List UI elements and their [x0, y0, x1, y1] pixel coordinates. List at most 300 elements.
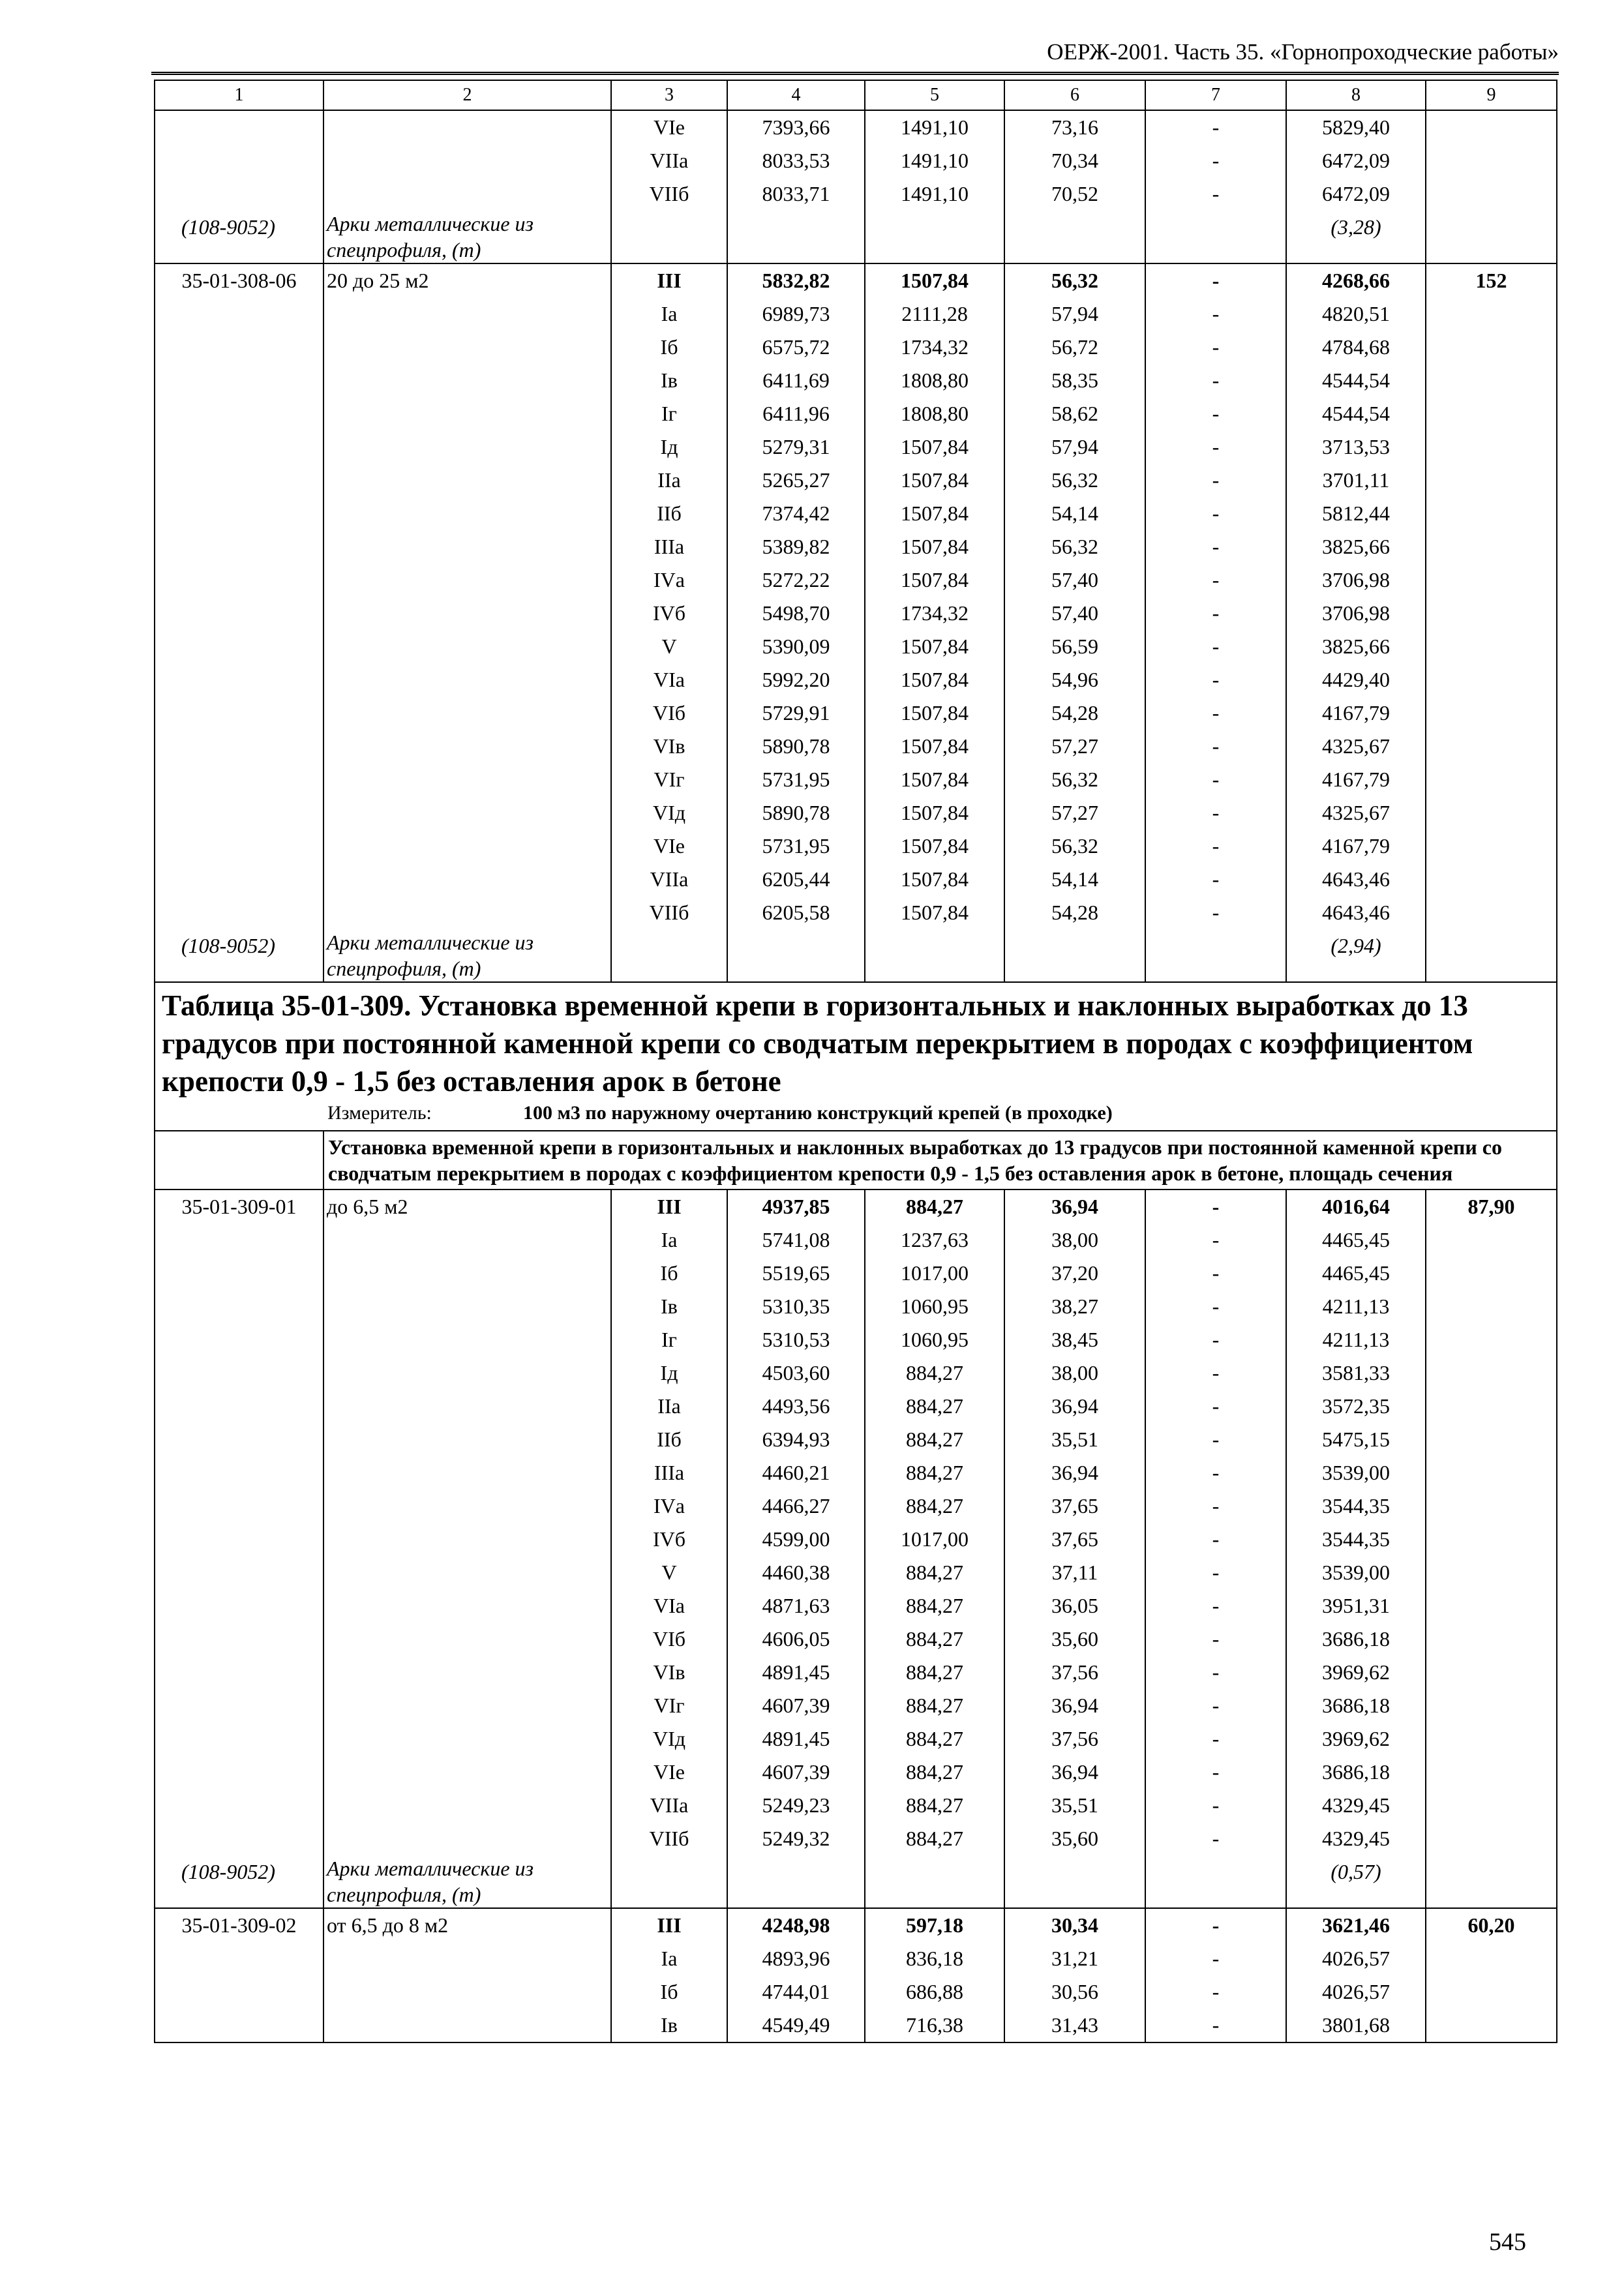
table-row: [155, 1489, 1557, 1523]
value-cell: -: [1145, 1975, 1286, 2009]
value-cell: 73,16: [1004, 110, 1145, 144]
subheading-row: [155, 1131, 1557, 1189]
zone-code: VIг: [611, 1689, 727, 1722]
value-cell: 1491,10: [865, 110, 1004, 144]
value-cell: 31,43: [1004, 2009, 1145, 2042]
value-cell: 884,27: [865, 1789, 1004, 1822]
rate-code: [155, 763, 323, 796]
value-cell: 4544,54: [1286, 364, 1426, 397]
rate-code: 35-01-309-02: [155, 1908, 323, 1942]
value-cell: 37,56: [1004, 1722, 1145, 1756]
value-cell: 4329,45: [1286, 1822, 1426, 1855]
running-header: ОЕРЖ-2001. Часть 35. «Горнопроходческие работы»: [1047, 39, 1559, 65]
rate-code: [155, 1722, 323, 1756]
value-cell: 54,14: [1004, 863, 1145, 896]
rate-name: [323, 497, 611, 530]
zone-code: Iб: [611, 1975, 727, 2009]
col9-value: [1426, 1356, 1557, 1390]
value-cell: 4643,46: [1286, 863, 1426, 896]
zone-code: IIIа: [611, 530, 727, 563]
value-cell: 1507,84: [865, 663, 1004, 696]
col9-value: [1426, 597, 1557, 630]
table-row: [155, 297, 1557, 331]
value-cell: -: [1145, 397, 1286, 430]
zone-code: III: [611, 1189, 727, 1223]
value-cell: 37,56: [1004, 1656, 1145, 1689]
table-row: [155, 331, 1557, 364]
value-cell: 4891,45: [727, 1656, 865, 1689]
value-cell: 3706,98: [1286, 563, 1426, 597]
rate-code: [155, 1523, 323, 1556]
value-cell: 884,27: [865, 1722, 1004, 1756]
col9-value: [1426, 630, 1557, 663]
value-cell: 884,27: [865, 1756, 1004, 1789]
col9-value: [1426, 1390, 1557, 1423]
zone-code: VIIб: [611, 896, 727, 929]
value-cell: 35,51: [1004, 1423, 1145, 1456]
table-row: [155, 796, 1557, 830]
value-cell: 4549,49: [727, 2009, 865, 2042]
value-cell: 4211,13: [1286, 1323, 1426, 1356]
value-cell: 1734,32: [865, 331, 1004, 364]
value-cell: 4460,38: [727, 1556, 865, 1589]
value-cell: 4167,79: [1286, 763, 1426, 796]
value-cell: 1507,84: [865, 464, 1004, 497]
value-cell: 57,94: [1004, 430, 1145, 464]
value-cell: 6205,44: [727, 863, 865, 896]
col9-value: [1426, 1489, 1557, 1523]
table-row: [155, 1523, 1557, 1556]
zone-code: IVб: [611, 597, 727, 630]
table-row: [155, 1456, 1557, 1489]
value-cell: -: [1145, 663, 1286, 696]
zone-code: Iд: [611, 1356, 727, 1390]
rate-code: [155, 630, 323, 663]
value-cell: -: [1145, 1722, 1286, 1756]
value-cell: 4167,79: [1286, 696, 1426, 730]
zone-code: Iд: [611, 430, 727, 464]
value-cell: 3825,66: [1286, 630, 1426, 663]
value-cell: 6989,73: [727, 297, 865, 331]
value-cell: 7393,66: [727, 110, 865, 144]
table-row: [155, 696, 1557, 730]
value-cell: 884,27: [865, 1356, 1004, 1390]
value-cell: 57,27: [1004, 730, 1145, 763]
rate-name: [323, 1975, 611, 2009]
value-cell: 597,18: [865, 1908, 1004, 1942]
value-cell: 836,18: [865, 1942, 1004, 1975]
empty-cell: [1145, 929, 1286, 982]
column-number: 2: [323, 80, 611, 110]
value-cell: 4026,57: [1286, 1975, 1426, 2009]
page-number: 545: [1489, 2228, 1526, 2256]
value-cell: 4744,01: [727, 1975, 865, 2009]
value-cell: 3686,18: [1286, 1756, 1426, 1789]
value-cell: 884,27: [865, 1189, 1004, 1223]
rate-name: [323, 1456, 611, 1489]
value-cell: 31,21: [1004, 1942, 1145, 1975]
value-cell: -: [1145, 1756, 1286, 1789]
zone-code: VIа: [611, 663, 727, 696]
rate-code: [155, 1556, 323, 1589]
value-cell: 5390,09: [727, 630, 865, 663]
value-cell: 5890,78: [727, 796, 865, 830]
table-row: [155, 1975, 1557, 2009]
col9-value: [1426, 1323, 1557, 1356]
rate-code: [155, 1489, 323, 1523]
value-cell: -: [1145, 1656, 1286, 1689]
value-cell: 1507,84: [865, 563, 1004, 597]
value-cell: 58,62: [1004, 397, 1145, 430]
col9-value: [1426, 430, 1557, 464]
rate-code: [155, 1356, 323, 1390]
value-cell: 884,27: [865, 1623, 1004, 1656]
value-cell: 4211,13: [1286, 1290, 1426, 1323]
rate-name: [323, 1589, 611, 1623]
col9-value: [1426, 863, 1557, 896]
table-row: [155, 2009, 1557, 2042]
zone-code: Iв: [611, 364, 727, 397]
rate-code: [155, 1689, 323, 1722]
value-cell: 5272,22: [727, 563, 865, 597]
value-cell: 686,88: [865, 1975, 1004, 2009]
value-cell: 36,94: [1004, 1689, 1145, 1722]
value-cell: 1808,80: [865, 397, 1004, 430]
value-cell: 5992,20: [727, 663, 865, 696]
table-row: [155, 597, 1557, 630]
empty-cell: [727, 929, 865, 982]
rate-name: [323, 896, 611, 929]
value-cell: 1507,84: [865, 530, 1004, 563]
empty-cell: [611, 929, 727, 982]
measure-cell: [155, 1100, 1557, 1131]
value-cell: -: [1145, 1789, 1286, 1822]
rate-code: [155, 1942, 323, 1975]
empty-cell: [611, 1855, 727, 1908]
value-cell: 4599,00: [727, 1523, 865, 1556]
col9-value: [1426, 1257, 1557, 1290]
value-cell: 884,27: [865, 1423, 1004, 1456]
value-cell: -: [1145, 863, 1286, 896]
table-row: [155, 1942, 1557, 1975]
table-row: [155, 110, 1557, 144]
rate-code: [155, 1223, 323, 1257]
zone-code: Iб: [611, 1257, 727, 1290]
value-cell: 1507,84: [865, 630, 1004, 663]
table-row: [155, 1689, 1557, 1722]
value-cell: -: [1145, 597, 1286, 630]
material-code: (108-9052): [155, 211, 323, 263]
value-cell: 5812,44: [1286, 497, 1426, 530]
value-cell: 5310,53: [727, 1323, 865, 1356]
value-cell: 70,52: [1004, 177, 1145, 211]
value-cell: 4465,45: [1286, 1223, 1426, 1257]
empty-cell: [1145, 211, 1286, 263]
value-cell: -: [1145, 1942, 1286, 1975]
zone-code: IIIа: [611, 1456, 727, 1489]
rate-code: [155, 696, 323, 730]
rate-code: 35-01-308-06: [155, 263, 323, 297]
value-cell: 1237,63: [865, 1223, 1004, 1257]
rate-code: [155, 830, 323, 863]
empty-cell: [1426, 1855, 1557, 1908]
zone-code: Iг: [611, 397, 727, 430]
value-cell: 56,32: [1004, 830, 1145, 863]
value-cell: 5741,08: [727, 1223, 865, 1257]
rate-name: [323, 1223, 611, 1257]
rate-code: [155, 1789, 323, 1822]
col9-value: 60,20: [1426, 1908, 1557, 1942]
rates-table-container: [154, 80, 1557, 2043]
empty-cell: [1426, 211, 1557, 263]
value-cell: 3706,98: [1286, 597, 1426, 630]
table-row: [155, 1589, 1557, 1623]
value-cell: -: [1145, 1223, 1286, 1257]
zone-code: IVа: [611, 1489, 727, 1523]
rate-name: [323, 397, 611, 430]
col9-value: [1426, 144, 1557, 177]
rate-code: [155, 563, 323, 597]
col9-value: [1426, 1656, 1557, 1689]
value-cell: 1507,84: [865, 696, 1004, 730]
col9-value: [1426, 563, 1557, 597]
value-cell: 36,94: [1004, 1756, 1145, 1789]
rate-name: [323, 1489, 611, 1523]
rate-name: [323, 1822, 611, 1855]
arch-material-row: [155, 211, 1557, 263]
rate-name: [323, 1523, 611, 1556]
zone-code: VIд: [611, 796, 727, 830]
value-cell: 5475,15: [1286, 1423, 1426, 1456]
value-cell: -: [1145, 1456, 1286, 1489]
col9-value: [1426, 1290, 1557, 1323]
value-cell: 6411,69: [727, 364, 865, 397]
value-cell: 4248,98: [727, 1908, 865, 1942]
col9-value: [1426, 2009, 1557, 2042]
table-row: [155, 530, 1557, 563]
value-cell: 5731,95: [727, 763, 865, 796]
table-row: [155, 563, 1557, 597]
column-number: 1: [155, 80, 323, 110]
value-cell: 30,56: [1004, 1975, 1145, 2009]
value-cell: 57,94: [1004, 297, 1145, 331]
col9-value: [1426, 1523, 1557, 1556]
value-cell: 1017,00: [865, 1257, 1004, 1290]
rate-name: [323, 331, 611, 364]
value-cell: 4167,79: [1286, 830, 1426, 863]
value-cell: -: [1145, 497, 1286, 530]
zone-code: VIб: [611, 1623, 727, 1656]
rate-code: [155, 896, 323, 929]
value-cell: 1507,84: [865, 730, 1004, 763]
value-cell: 38,00: [1004, 1356, 1145, 1390]
table-row: [155, 144, 1557, 177]
col9-value: [1426, 796, 1557, 830]
rate-name: [323, 1556, 611, 1589]
rate-name: [323, 796, 611, 830]
rate-name: [323, 430, 611, 464]
rate-name: [323, 1390, 611, 1423]
value-cell: 6472,09: [1286, 177, 1426, 211]
rate-code: [155, 1975, 323, 2009]
value-cell: 6411,96: [727, 397, 865, 430]
measure-label: Измеритель:: [327, 1102, 432, 1124]
col9-value: [1426, 1822, 1557, 1855]
value-cell: 3701,11: [1286, 464, 1426, 497]
value-cell: 56,32: [1004, 530, 1145, 563]
table-row: [155, 1789, 1557, 1822]
value-cell: 5249,32: [727, 1822, 865, 1855]
material-amount: (2,94): [1286, 929, 1426, 982]
material-amount: (0,57): [1286, 1855, 1426, 1908]
col9-value: [1426, 297, 1557, 331]
value-cell: 54,96: [1004, 663, 1145, 696]
rate-code: [155, 1456, 323, 1489]
value-cell: 37,11: [1004, 1556, 1145, 1589]
value-cell: -: [1145, 1390, 1286, 1423]
value-cell: 36,94: [1004, 1390, 1145, 1423]
value-cell: 3572,35: [1286, 1390, 1426, 1423]
value-cell: 4606,05: [727, 1623, 865, 1656]
zone-code: VIIа: [611, 863, 727, 896]
value-cell: 1017,00: [865, 1523, 1004, 1556]
value-cell: 4820,51: [1286, 297, 1426, 331]
zone-code: IIб: [611, 1423, 727, 1456]
value-cell: -: [1145, 263, 1286, 297]
rate-name: [323, 1722, 611, 1756]
zone-code: VIд: [611, 1722, 727, 1756]
value-cell: -: [1145, 1189, 1286, 1223]
value-cell: 8033,53: [727, 144, 865, 177]
rate-name: [323, 563, 611, 597]
col9-value: [1426, 730, 1557, 763]
value-cell: -: [1145, 763, 1286, 796]
zone-code: Iв: [611, 1290, 727, 1323]
rate-code: [155, 796, 323, 830]
material-name: Арки металлические из спецпрофиля, (т): [323, 211, 611, 263]
value-cell: -: [1145, 1323, 1286, 1356]
value-cell: 3686,18: [1286, 1689, 1426, 1722]
empty-cell: [865, 929, 1004, 982]
zone-code: III: [611, 263, 727, 297]
rate-code: [155, 2009, 323, 2042]
value-cell: 3544,35: [1286, 1523, 1426, 1556]
value-cell: 884,27: [865, 1589, 1004, 1623]
value-cell: 4026,57: [1286, 1942, 1426, 1975]
value-cell: 37,20: [1004, 1257, 1145, 1290]
column-number: 8: [1286, 80, 1426, 110]
value-cell: 1507,84: [865, 763, 1004, 796]
zone-code: VIв: [611, 1656, 727, 1689]
rate-code: [155, 1390, 323, 1423]
value-cell: -: [1145, 1523, 1286, 1556]
value-cell: 884,27: [865, 1656, 1004, 1689]
value-cell: 5829,40: [1286, 110, 1426, 144]
rate-code: [155, 464, 323, 497]
table-row: [155, 1390, 1557, 1423]
value-cell: 36,05: [1004, 1589, 1145, 1623]
value-cell: 4329,45: [1286, 1789, 1426, 1822]
value-cell: 3539,00: [1286, 1556, 1426, 1589]
table-row: [155, 1722, 1557, 1756]
col9-value: [1426, 1589, 1557, 1623]
value-cell: 35,51: [1004, 1789, 1145, 1822]
table-title-row: [155, 982, 1557, 1100]
value-cell: 4544,54: [1286, 397, 1426, 430]
column-number: 4: [727, 80, 865, 110]
zone-code: IVб: [611, 1523, 727, 1556]
value-cell: -: [1145, 297, 1286, 331]
rate-name: [323, 297, 611, 331]
table-row: [155, 497, 1557, 530]
rate-name: [323, 1689, 611, 1722]
col9-value: [1426, 464, 1557, 497]
measure-row: [155, 1100, 1557, 1131]
rate-name: [323, 1656, 611, 1689]
value-cell: 38,45: [1004, 1323, 1145, 1356]
rate-name: [323, 696, 611, 730]
value-cell: 1060,95: [865, 1323, 1004, 1356]
zone-code: VIе: [611, 110, 727, 144]
rate-code: 35-01-309-01: [155, 1189, 323, 1223]
rate-code: [155, 1822, 323, 1855]
zone-code: IIб: [611, 497, 727, 530]
value-cell: 3951,31: [1286, 1589, 1426, 1623]
value-cell: 56,32: [1004, 464, 1145, 497]
value-cell: 884,27: [865, 1822, 1004, 1855]
col9-value: [1426, 1722, 1557, 1756]
value-cell: 1507,84: [865, 263, 1004, 297]
rate-name: [323, 1423, 611, 1456]
value-cell: 3539,00: [1286, 1456, 1426, 1489]
column-number-row: [155, 80, 1557, 110]
table-row: [155, 863, 1557, 896]
measure-value: 100 м3 по наружному очертанию конструкций крепей (в проходке): [523, 1102, 1113, 1124]
value-cell: 4607,39: [727, 1689, 865, 1722]
col9-value: [1426, 1942, 1557, 1975]
zone-code: VIв: [611, 730, 727, 763]
value-cell: 70,34: [1004, 144, 1145, 177]
arch-material-row: [155, 929, 1557, 982]
value-cell: 1491,10: [865, 177, 1004, 211]
value-cell: 884,27: [865, 1556, 1004, 1589]
value-cell: -: [1145, 464, 1286, 497]
value-cell: -: [1145, 796, 1286, 830]
value-cell: 57,40: [1004, 597, 1145, 630]
empty-cell: [1004, 211, 1145, 263]
table-row: [155, 1822, 1557, 1855]
table-row: [155, 430, 1557, 464]
value-cell: 4466,27: [727, 1489, 865, 1523]
rate-code: [155, 497, 323, 530]
value-cell: -: [1145, 696, 1286, 730]
value-cell: -: [1145, 530, 1286, 563]
table-row: [155, 1423, 1557, 1456]
col9-value: [1426, 1623, 1557, 1656]
value-cell: 1507,84: [865, 896, 1004, 929]
value-cell: -: [1145, 1356, 1286, 1390]
zone-code: IVа: [611, 563, 727, 597]
col9-value: [1426, 497, 1557, 530]
value-cell: 3621,46: [1286, 1908, 1426, 1942]
rate-code: [155, 1257, 323, 1290]
value-cell: 4460,21: [727, 1456, 865, 1489]
value-cell: -: [1145, 630, 1286, 663]
value-cell: 5498,70: [727, 597, 865, 630]
table-row: [155, 1290, 1557, 1323]
rate-code: [155, 1423, 323, 1456]
table-row: [155, 896, 1557, 929]
